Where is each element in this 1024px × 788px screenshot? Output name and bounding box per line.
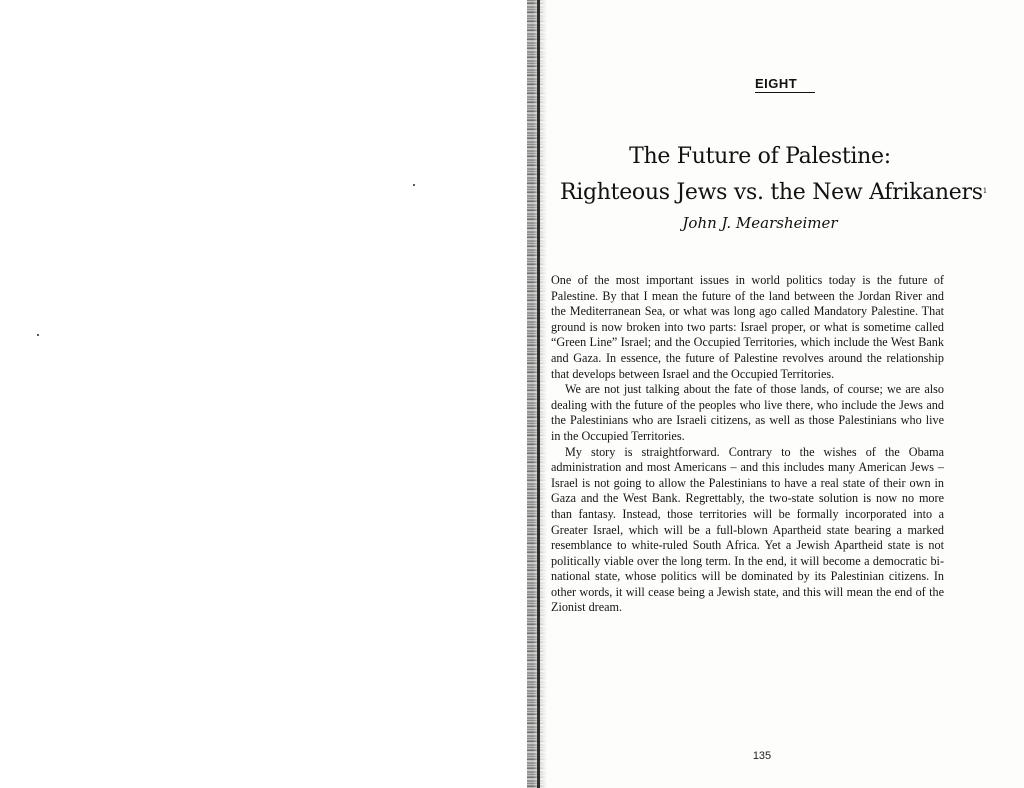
body-text (551, 273, 944, 616)
paragraph: We are not just talking about the fate of those lands, of course; we are also dealing with the future of the peoples who live there, who include the Jews and the Palestinians who are Israeli citizens, as well as those Palestinians who live in the Occupied Territories. (551, 382, 944, 443)
footnote-marker: 1 (982, 187, 987, 195)
chapter-label: EIGHT (755, 76, 815, 93)
paragraph: My story is straightforward. Contrary to the wishes of the Obama administration and most Americans – and this includes many American Jews – Israel is not going to allow the Palestinians to have a real state of their own in Gaza and the West Bank. Regrettably, the two-state solution is now no more than fantasy. Instead, those territories will be formally incorporated into a Greater Israel, which will be a full-blown Apartheid state bearing a marked resemblance to white-ruled South Africa. Yet a Jewish Apartheid state is not politically viable over the long term. In the end, it will become a democratic bi-national state, whose politics will be dominated by its Palestinian citizens. In other words, it will cease being a Jewish state, and this will mean the end of the Zionist dream. (551, 444, 944, 615)
chapter-title-line-2 (560, 174, 987, 210)
author-name: John J. Mearsheimer (682, 214, 838, 232)
chapter-title (560, 140, 987, 210)
paragraph: One of the most important issues in world politics today is the future of Palestine. By that I mean the future of the land between the Jordan River and the Mediterranean Sea, or what was long ago called Mandatory Palestine. That ground is now broken into two parts: Israel proper, or what is sometime called “Green Line” Israel; and the Occupied Territories, which include the West Bank and Gaza. In essence, the future of Palestine revolves around the relationship that develops between Israel and the Occupied Territories. (551, 273, 944, 381)
chapter-title-line-1: The Future of Palestine: (629, 144, 891, 169)
scan-speck (413, 184, 415, 186)
page-number: 135 (752, 750, 772, 762)
book-spine-line (537, 0, 540, 788)
chapter-title-line-2-text: Righteous Jews vs. the New Afrikaners (560, 180, 983, 205)
scan-speck (37, 334, 39, 336)
